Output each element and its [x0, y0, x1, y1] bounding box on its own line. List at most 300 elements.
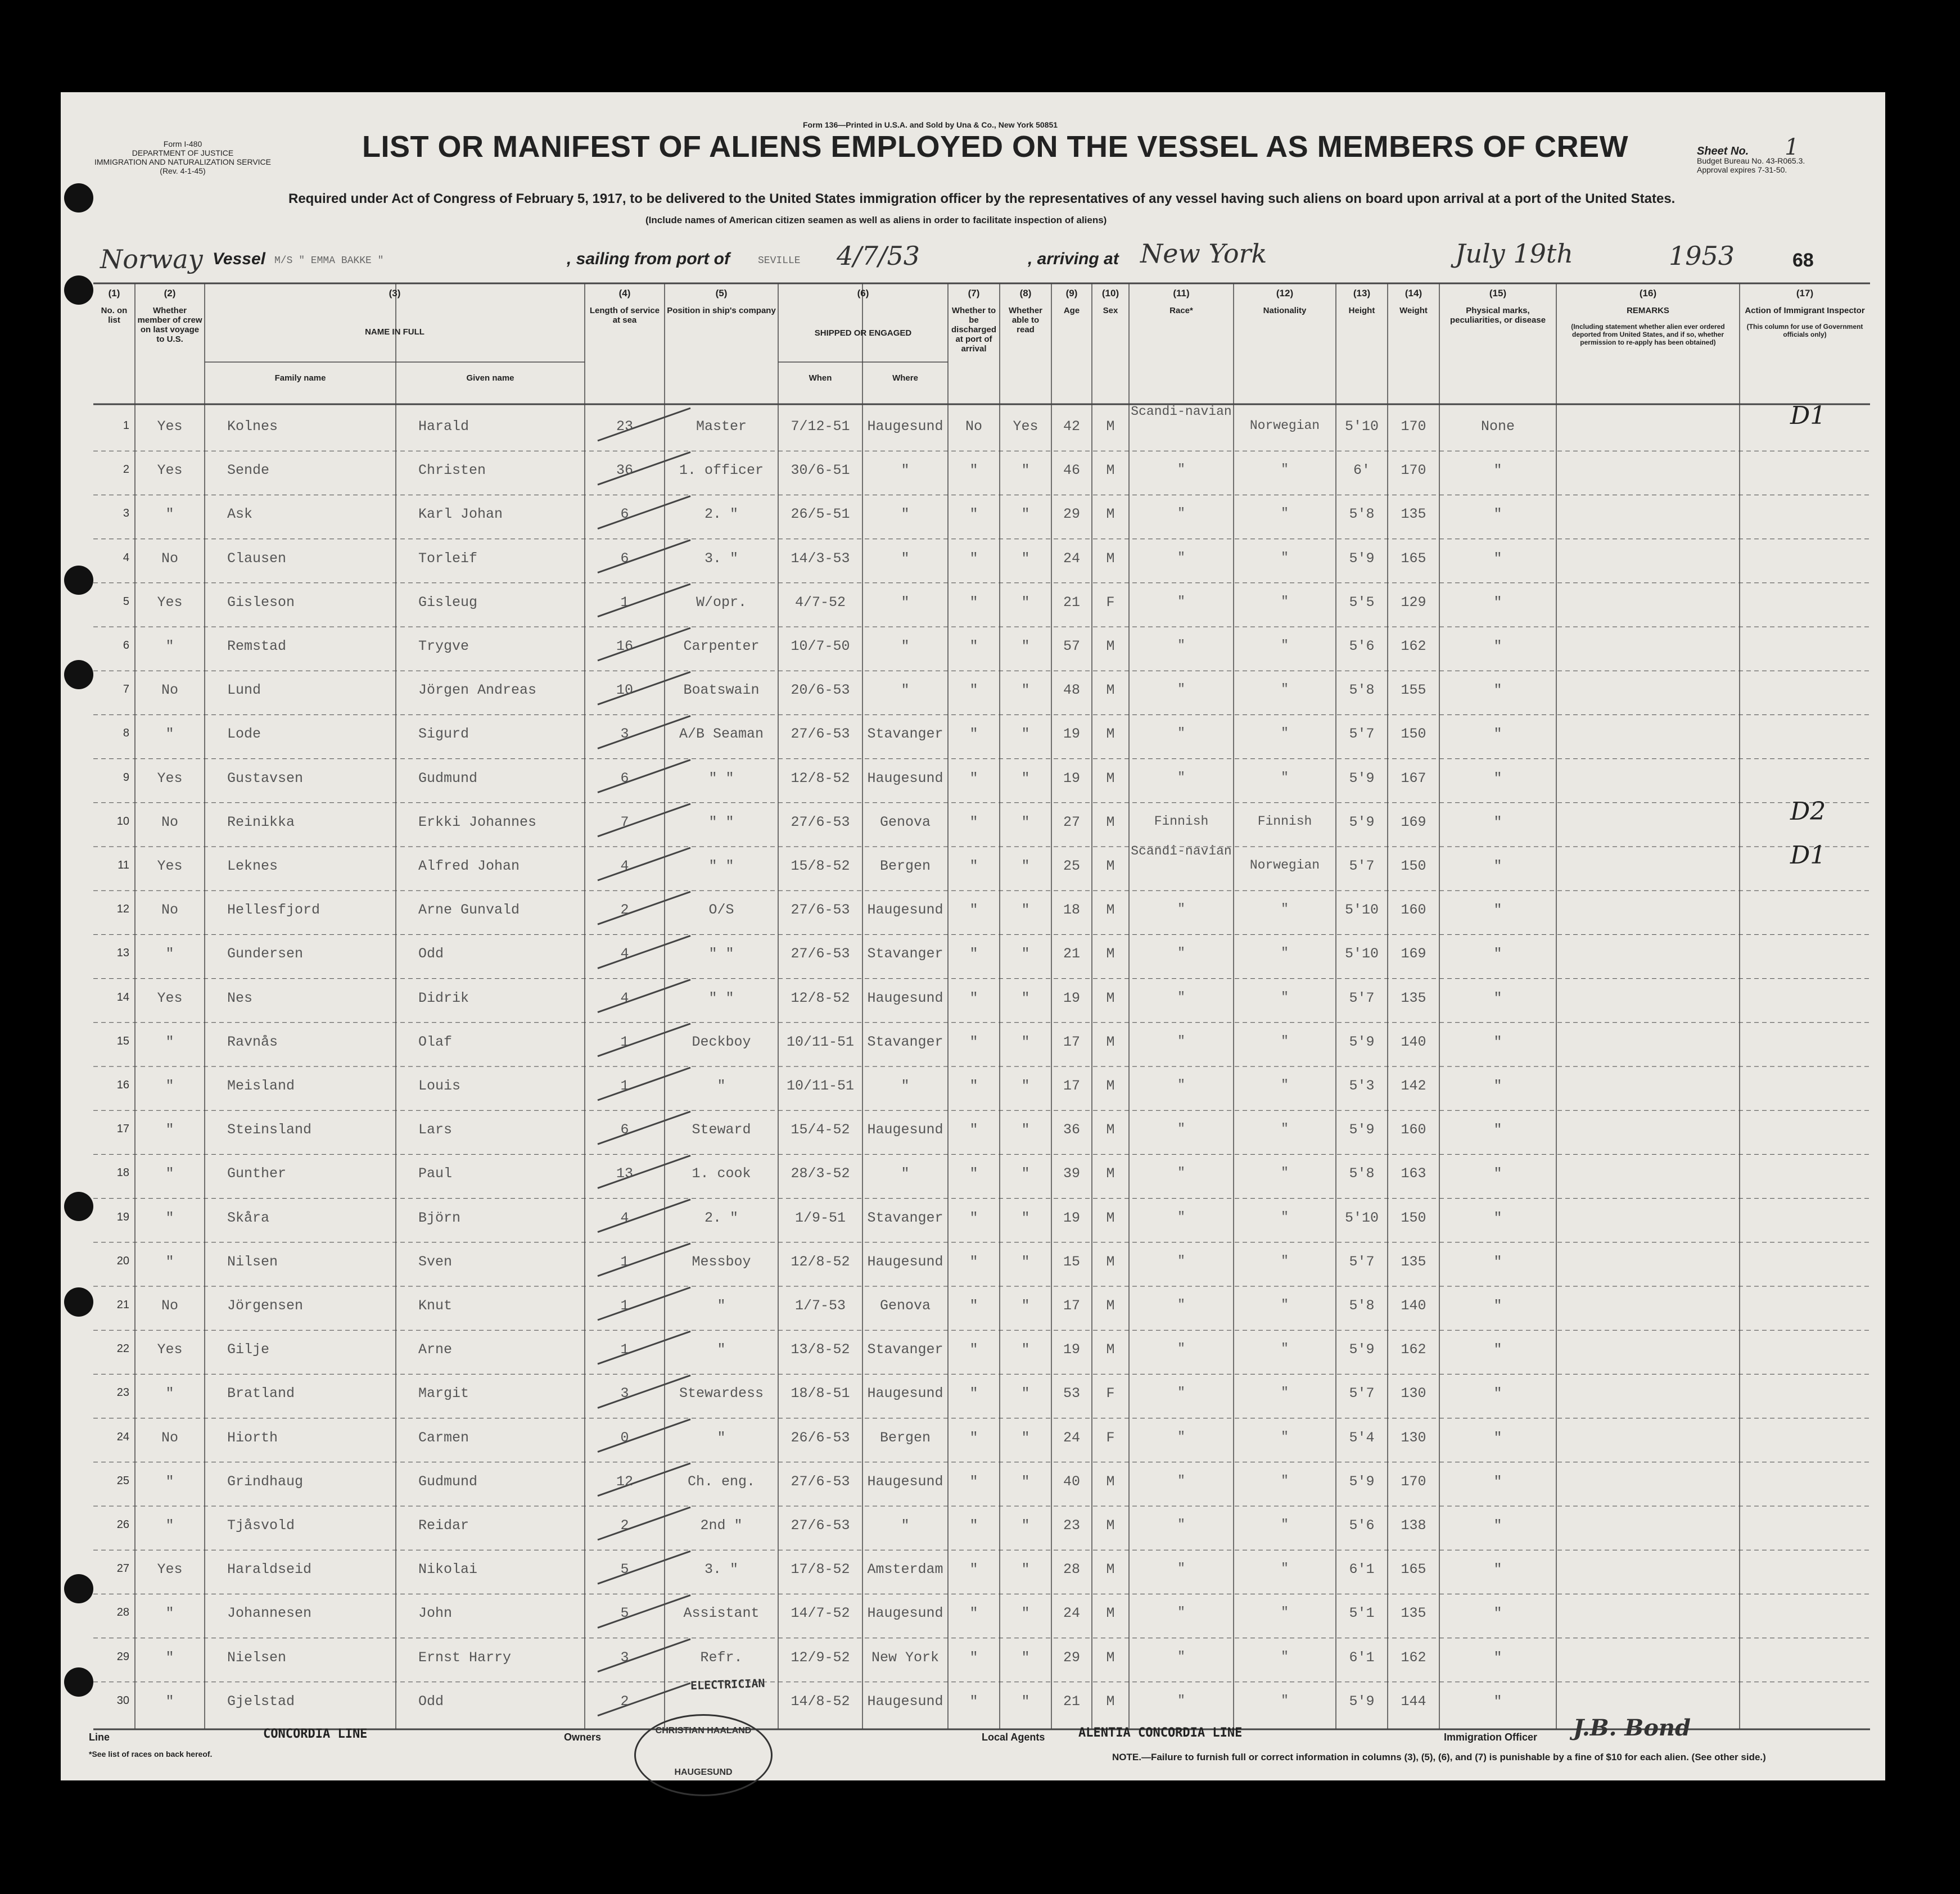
cell-dis: ": [969, 1605, 978, 1622]
row-number: 21: [116, 1299, 129, 1311]
row-number: 26: [116, 1518, 129, 1531]
cell-crew: ": [165, 1122, 174, 1138]
cell-given: John: [418, 1605, 453, 1622]
cell-when: 15/4-52: [791, 1122, 850, 1138]
cell-nat: ": [1281, 1517, 1289, 1532]
cell-nat: ": [1281, 594, 1289, 609]
cell-where: Stavanger: [867, 1033, 943, 1050]
cell-crew: ": [165, 1253, 174, 1270]
row-number: 4: [123, 551, 129, 564]
cell-dis: ": [969, 594, 978, 611]
cell-position: " ": [708, 946, 734, 962]
cell-action: D1: [1790, 401, 1826, 430]
cell-marks: ": [1493, 1341, 1502, 1358]
cell-weight: 144: [1401, 1693, 1426, 1710]
electrician-handnote: ELECTRICIAN: [690, 1676, 765, 1693]
cell-marks: None: [1480, 418, 1515, 435]
cell-dis: ": [969, 1429, 978, 1446]
cell-where: New York: [871, 1649, 940, 1666]
cell-position: Assistant: [683, 1605, 760, 1622]
cell-given: Erkki Johannes: [418, 813, 537, 830]
row-number: 22: [116, 1342, 129, 1355]
cell-given: Ernst Harry: [418, 1649, 512, 1666]
cell-weight: 150: [1401, 858, 1426, 874]
cell-given: Arne Gunvald: [418, 902, 520, 919]
cell-nat: ": [1281, 1561, 1289, 1576]
cell-age: 24: [1063, 1605, 1080, 1622]
row-number: 5: [123, 595, 129, 608]
cell-crew: No: [161, 902, 178, 919]
cell-age: 40: [1063, 1473, 1080, 1490]
col-header-family-name: Family name: [274, 373, 326, 383]
column-number: (11): [1173, 288, 1190, 299]
cell-given: Knut: [418, 1298, 453, 1314]
cell-length: 5: [620, 1605, 629, 1622]
cell-dis: ": [969, 1385, 978, 1402]
cell-family: Johannesen: [227, 1605, 312, 1622]
cell-family: Ask: [227, 506, 253, 523]
cell-crew: ": [165, 1078, 174, 1094]
cell-dis: ": [969, 1209, 978, 1226]
cell-when: 26/6-53: [791, 1429, 850, 1446]
cell-position: O/S: [708, 902, 734, 919]
cell-weight: 138: [1401, 1517, 1426, 1534]
cell-read: ": [1021, 638, 1030, 654]
cell-where: ": [901, 1517, 910, 1534]
row-number: 17: [116, 1123, 129, 1136]
col-header-race: Race*: [1169, 306, 1193, 315]
cell-sex: M: [1106, 462, 1115, 479]
cell-age: 29: [1063, 506, 1080, 523]
cell-given: Sven: [418, 1253, 453, 1270]
cell-age: 27: [1063, 813, 1080, 830]
sheet-info-block: [1697, 134, 1805, 174]
col-header-n: No. on list: [101, 306, 128, 325]
cell-race: ": [1177, 1253, 1185, 1268]
col-header-age: Age: [1063, 306, 1080, 315]
cell-family: Gustavsen: [227, 770, 304, 786]
cell-age: 18: [1063, 902, 1080, 919]
cell-position: ": [717, 1298, 726, 1314]
cell-length: 1: [620, 1078, 629, 1094]
cell-height: 5'6: [1349, 638, 1375, 654]
cell-position: " ": [708, 813, 734, 830]
cell-given: Odd: [418, 946, 444, 962]
col-header-sex: Sex: [1103, 306, 1118, 315]
row-number: 25: [116, 1474, 129, 1487]
row-number: 10: [116, 815, 129, 828]
cell-length: 13: [616, 1165, 633, 1182]
cell-when: 13/8-52: [791, 1341, 850, 1358]
cell-dis: ": [969, 1473, 978, 1490]
col-header-when: When: [809, 373, 832, 383]
cell-length: 6: [620, 770, 629, 786]
cell-position: " ": [708, 770, 734, 786]
cell-where: ": [901, 594, 910, 611]
cell-given: Björn: [418, 1209, 461, 1226]
cell-read: ": [1021, 1253, 1030, 1270]
cell-family: Gjelstad: [227, 1693, 295, 1710]
cell-position: 1. cook: [692, 1165, 751, 1182]
cell-read: ": [1021, 858, 1030, 874]
cell-position: ": [717, 1078, 726, 1094]
cell-length: 2: [620, 1517, 629, 1534]
cell-age: 19: [1063, 726, 1080, 743]
cell-crew: ": [165, 1517, 174, 1534]
cell-given: Jörgen Andreas: [418, 682, 537, 699]
cell-race: ": [1177, 1078, 1185, 1092]
cell-crew: Yes: [157, 989, 183, 1006]
cell-when: 30/6-51: [791, 462, 850, 479]
cell-weight: 135: [1401, 506, 1426, 523]
cell-age: 17: [1063, 1298, 1080, 1314]
cell-length: 4: [620, 989, 629, 1006]
column-number: (4): [618, 288, 631, 299]
cell-when: 14/3-53: [791, 550, 850, 567]
cell-marks: ": [1493, 858, 1502, 874]
local-agents-label: Local Agents: [982, 1732, 1045, 1743]
cell-height: 5'9: [1349, 813, 1375, 830]
cell-given: Odd: [418, 1693, 444, 1710]
cell-height: 5'9: [1349, 770, 1375, 786]
budget-bureau: Budget Bureau No. 43-R065.3.: [1697, 156, 1805, 165]
cell-race: ": [1177, 1122, 1185, 1137]
cell-height: 5'10: [1344, 1209, 1379, 1226]
cell-marks: ": [1493, 1122, 1502, 1138]
cell-when: 14/8-52: [791, 1693, 850, 1710]
cell-age: 15: [1063, 1253, 1080, 1270]
cell-race: ": [1177, 1517, 1185, 1532]
cell-height: 5'8: [1349, 1298, 1375, 1314]
cell-height: 5'9: [1349, 1473, 1375, 1490]
cell-dis: No: [965, 418, 982, 435]
cell-dis: ": [969, 1122, 978, 1138]
cell-length: 12: [616, 1473, 633, 1490]
cell-race: ": [1177, 550, 1185, 565]
col-header-dis: Whether to be discharged at port of arrival: [951, 306, 997, 354]
cell-sex: M: [1106, 1165, 1115, 1182]
cell-where: ": [901, 550, 910, 567]
cell-race: ": [1177, 1341, 1185, 1357]
cell-read: ": [1021, 989, 1030, 1006]
cell-marks: ": [1493, 1165, 1502, 1182]
cell-weight: 135: [1401, 989, 1426, 1006]
cell-dis: ": [969, 1561, 978, 1578]
cell-read: ": [1021, 1605, 1030, 1622]
row-number: 30: [116, 1694, 129, 1707]
cell-crew: Yes: [157, 770, 183, 786]
cell-length: 10: [616, 682, 633, 699]
arrival-year-handwritten: 1953: [1669, 241, 1735, 271]
cell-nat: ": [1281, 989, 1289, 1005]
cell-when: 12/8-52: [791, 770, 850, 786]
col-header-weight: Weight: [1399, 306, 1428, 315]
cell-age: 21: [1063, 946, 1080, 962]
cell-crew: ": [165, 1649, 174, 1666]
cell-position: A/B Seaman: [679, 726, 764, 743]
cell-sex: M: [1106, 1517, 1115, 1534]
cell-when: 17/8-52: [791, 1561, 850, 1578]
cell-read: ": [1021, 1209, 1030, 1226]
cell-dis: ": [969, 1078, 978, 1094]
stamp-top-text: CHRISTIAN HAALAND: [655, 1726, 752, 1735]
cell-height: 5'7: [1349, 858, 1375, 874]
row-number: 7: [123, 683, 129, 696]
cell-crew: No: [161, 813, 178, 830]
cell-age: 36: [1063, 1122, 1080, 1138]
cell-given: Margit: [418, 1385, 469, 1402]
cell-crew: Yes: [157, 858, 183, 874]
cell-marks: ": [1493, 1605, 1502, 1622]
cell-family: Lund: [227, 682, 261, 699]
cell-nat: ": [1281, 1341, 1289, 1357]
cell-nat: ": [1281, 1298, 1289, 1312]
sailing-label: , sailing from port of: [567, 250, 730, 268]
cell-race: ": [1177, 462, 1185, 477]
cell-where: Amsterdam: [867, 1561, 943, 1578]
cell-sex: F: [1106, 1429, 1115, 1446]
cell-read: ": [1021, 550, 1030, 567]
cell-length: 1: [620, 1033, 629, 1050]
cell-race: ": [1177, 506, 1185, 521]
cell-nat: Norwegian: [1249, 858, 1320, 873]
cell-sex: M: [1106, 1693, 1115, 1710]
vessel-name: M/S " EMMA BAKKE ": [274, 255, 384, 266]
col-header-where: Where: [892, 373, 918, 383]
col-header-crew: Whether member of crew on last voyage to U.S.: [137, 306, 202, 344]
stamp-bottom-text: HAUGESUND: [674, 1768, 733, 1777]
cell-sex: M: [1106, 506, 1115, 523]
owners-label: Owners: [564, 1732, 602, 1743]
cell-race: ": [1177, 1209, 1185, 1224]
cell-age: 19: [1063, 989, 1080, 1006]
cell-height: 5'1: [1349, 1605, 1375, 1622]
cell-given: Gudmund: [418, 770, 478, 786]
cell-height: 5'7: [1349, 1385, 1375, 1402]
remarks-note: (Including statement whether alien ever ordered deported from United States, and if so, whether permission to re-apply has been obtained): [1571, 323, 1725, 346]
cell-nat: ": [1281, 1649, 1289, 1664]
cell-given: Lars: [418, 1122, 453, 1138]
cell-when: 1/7-53: [794, 1298, 846, 1314]
column-number: (12): [1276, 288, 1294, 299]
cell-position: W/opr.: [696, 594, 747, 611]
cell-position: ": [717, 1429, 726, 1446]
row-number: 27: [116, 1562, 129, 1575]
cell-nat: ": [1281, 1209, 1289, 1224]
cell-sex: M: [1106, 1298, 1115, 1314]
cell-given: Paul: [418, 1165, 453, 1182]
cell-height: 5'5: [1349, 594, 1375, 611]
cell-height: 5'7: [1349, 1253, 1375, 1270]
cell-read: ": [1021, 1473, 1030, 1490]
cell-nat: Norwegian: [1249, 418, 1320, 433]
cell-height: 5'7: [1349, 989, 1375, 1006]
cell-dis: ": [969, 1693, 978, 1710]
cell-family: Bratland: [227, 1385, 295, 1402]
column-number: (3): [389, 288, 401, 299]
cell-family: Gundersen: [227, 946, 304, 962]
cell-crew: No: [161, 550, 178, 567]
cell-family: Reinikka: [227, 813, 295, 830]
cell-race: Scandi-navian: [1131, 844, 1232, 858]
cell-dis: ": [969, 946, 978, 962]
cell-length: 3: [620, 1385, 629, 1402]
cell-weight: 163: [1401, 1165, 1426, 1182]
cell-given: Arne: [418, 1341, 453, 1358]
cell-sex: M: [1106, 1078, 1115, 1094]
cell-family: Lode: [227, 726, 261, 743]
cell-where: Stavanger: [867, 1341, 943, 1358]
cell-marks: ": [1493, 682, 1502, 699]
cell-family: Gilje: [227, 1341, 270, 1358]
cell-sex: M: [1106, 858, 1115, 874]
cell-where: Haugesund: [867, 1253, 943, 1270]
sheet-label: Sheet No.: [1697, 145, 1749, 157]
cell-given: Christen: [418, 462, 486, 479]
sheet-number: 1: [1785, 134, 1799, 160]
cell-length: 4: [620, 946, 629, 962]
cell-when: 20/6-53: [791, 682, 850, 699]
cell-family: Leknes: [227, 858, 278, 874]
cell-family: Meisland: [227, 1078, 295, 1094]
binder-hole: [64, 1574, 93, 1603]
column-number: (16): [1639, 288, 1657, 299]
cell-age: 48: [1063, 682, 1080, 699]
cell-when: 27/6-53: [791, 813, 850, 830]
cell-position: Ch. eng.: [687, 1473, 756, 1490]
cell-height: 5'10: [1344, 418, 1379, 435]
cell-crew: ": [165, 1473, 174, 1490]
cell-height: 5'8: [1349, 506, 1375, 523]
cell-read: ": [1021, 506, 1030, 523]
column-number: (1): [108, 288, 120, 299]
cell-nat: ": [1281, 1078, 1289, 1092]
cell-read: ": [1021, 1298, 1030, 1314]
arrival-date-handwritten: July 19th: [1455, 238, 1574, 269]
cell-sex: M: [1106, 1561, 1115, 1578]
cell-weight: 150: [1401, 726, 1426, 743]
vessel-line: [61, 238, 1885, 278]
cell-where: Haugesund: [867, 1122, 943, 1138]
cell-when: 12/9-52: [791, 1649, 850, 1666]
column-number: (17): [1796, 288, 1814, 299]
cell-dis: ": [969, 858, 978, 874]
penalty-note: NOTE.—Failure to furnish full or correct information in columns (3), (5), (6), and (7) is punishable by a fine of $10 for each alien. (See other side.): [1112, 1752, 1766, 1762]
row-number: 13: [116, 947, 129, 960]
cell-position: Deckboy: [692, 1033, 751, 1050]
column-number: (6): [857, 288, 869, 299]
col-header-marks: Physical marks, peculiarities, or disease: [1449, 306, 1546, 325]
cell-length: 36: [616, 462, 633, 479]
cell-weight: 160: [1401, 1122, 1426, 1138]
cell-family: Jörgensen: [227, 1298, 304, 1314]
cell-where: Haugesund: [867, 770, 943, 786]
approval-expiry: Approval expires 7-31-50.: [1697, 165, 1787, 174]
binder-hole: [64, 275, 93, 305]
cell-family: Tjåsvold: [227, 1517, 295, 1534]
cell-age: 23: [1063, 1517, 1080, 1534]
row-number: 2: [123, 463, 129, 476]
cell-marks: ": [1493, 1561, 1502, 1578]
cell-given: Nikolai: [418, 1561, 478, 1578]
cell-height: 6': [1353, 462, 1370, 479]
cell-sex: M: [1106, 902, 1115, 919]
cell-when: 28/3-52: [791, 1165, 850, 1182]
cell-marks: ": [1493, 1078, 1502, 1094]
cell-length: 7: [620, 813, 629, 830]
cell-length: 6: [620, 550, 629, 567]
cell-height: 5'9: [1349, 1122, 1375, 1138]
cell-length: 16: [616, 638, 633, 654]
cell-sex: M: [1106, 1605, 1115, 1622]
cell-race: ": [1177, 770, 1185, 785]
cell-dis: ": [969, 1649, 978, 1666]
cell-marks: ": [1493, 1517, 1502, 1534]
cell-crew: Yes: [157, 594, 183, 611]
cell-race: ": [1177, 1429, 1185, 1444]
cell-given: Carmen: [418, 1429, 469, 1446]
cell-nat: ": [1281, 1165, 1289, 1181]
cell-family: Remstad: [227, 638, 287, 654]
cell-race: ": [1177, 1693, 1185, 1708]
cell-height: 5'8: [1349, 682, 1375, 699]
cell-when: 26/5-51: [791, 506, 850, 523]
cell-sex: M: [1106, 1649, 1115, 1666]
cell-marks: ": [1493, 1209, 1502, 1226]
row-number: 29: [116, 1650, 129, 1663]
cell-weight: 150: [1401, 1209, 1426, 1226]
row-number: 12: [116, 903, 129, 916]
cell-length: 4: [620, 858, 629, 874]
cell-where: Genova: [879, 813, 931, 830]
cell-where: Stavanger: [867, 1209, 943, 1226]
cell-action: D2: [1790, 797, 1826, 826]
cell-marks: ": [1493, 902, 1502, 919]
cell-weight: 140: [1401, 1033, 1426, 1050]
cell-given: Gudmund: [418, 1473, 478, 1490]
cell-marks: ": [1493, 770, 1502, 786]
cell-where: Stavanger: [867, 726, 943, 743]
cell-position: Messboy: [692, 1253, 751, 1270]
row-number: 3: [123, 507, 129, 520]
cell-position: 2nd ": [700, 1517, 743, 1534]
cell-crew: ": [165, 1165, 174, 1182]
races-note: *See list of races on back hereof.: [89, 1750, 213, 1759]
cell-marks: ": [1493, 1473, 1502, 1490]
cell-age: 46: [1063, 462, 1080, 479]
cell-family: Ravnås: [227, 1033, 278, 1050]
cell-nat: ": [1281, 506, 1289, 521]
cell-where: Haugesund: [867, 418, 943, 435]
cell-age: 29: [1063, 1649, 1080, 1666]
cell-weight: 165: [1401, 550, 1426, 567]
cell-when: 12/8-52: [791, 1253, 850, 1270]
cell-length: 1: [620, 1298, 629, 1314]
cell-sex: M: [1106, 813, 1115, 830]
agent-stamp: [634, 1714, 773, 1796]
cell-family: Gisleson: [227, 594, 295, 611]
column-number: (9): [1065, 288, 1078, 299]
cell-read: Yes: [1013, 418, 1038, 435]
column-number: (8): [1019, 288, 1032, 299]
cell-race: ": [1177, 1165, 1185, 1181]
cell-given: Didrik: [418, 989, 469, 1006]
cell-read: ": [1021, 594, 1030, 611]
cell-position: " ": [708, 989, 734, 1006]
cell-sex: M: [1106, 1341, 1115, 1358]
cell-weight: 135: [1401, 1253, 1426, 1270]
cell-nat: ": [1281, 770, 1289, 785]
